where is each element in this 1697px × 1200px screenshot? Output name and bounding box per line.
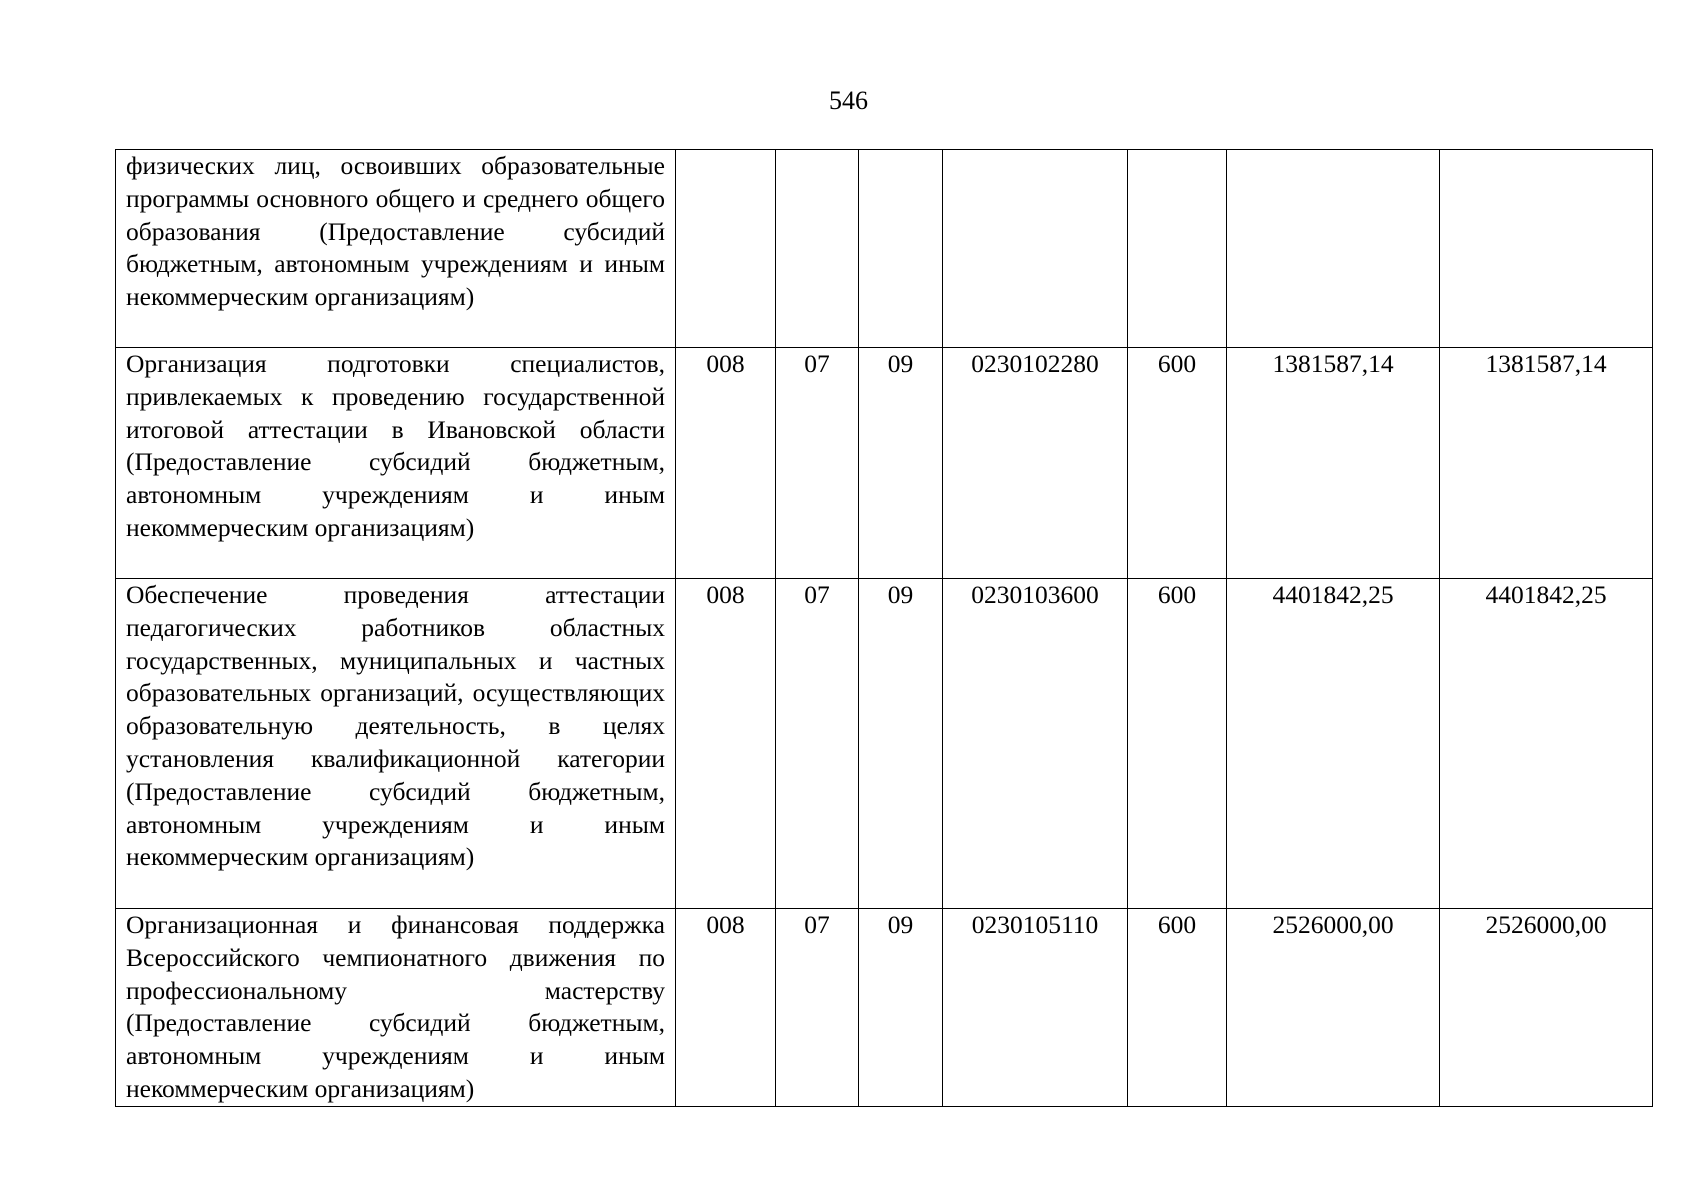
amount-2: 2526000,00 [1440, 909, 1653, 1107]
subsection-code: 09 [859, 579, 943, 909]
target-article-code: 0230103600 [943, 579, 1128, 909]
target-article-code: 0230102280 [943, 348, 1128, 579]
ministry-code: 008 [676, 579, 776, 909]
row-description: физических лиц, освоивших образовательные программы основного общего и среднего общего образования (Предоставление субсидий бюджетным, автономным учреждениям и иным некоммерческим организациям) [116, 150, 676, 348]
row-description: Обеспечение проведения аттестации педагогических работников областных государственных, муниципальных и частных образовательных организаций, осуществляющих образовательную деятельность, в целях установления квалификационной категории (Предоставление субсидий бюджетным, автономным учреждениям и иным некоммерческим организациям) [116, 579, 676, 909]
table-row [116, 579, 1653, 909]
expense-type-code: 600 [1128, 909, 1227, 1107]
budget-table [115, 149, 1653, 1107]
row-description: Организация подготовки специалистов, привлекаемых к проведению государственной итоговой аттестации в Ивановской области (Предоставление субсидий бюджетным, автономным учреждениям и иным некоммерческим организациям) [116, 348, 676, 579]
section-code [776, 150, 859, 348]
section-code: 07 [776, 909, 859, 1107]
ministry-code [676, 150, 776, 348]
amount-2 [1440, 150, 1653, 348]
section-code: 07 [776, 579, 859, 909]
expense-type-code [1128, 150, 1227, 348]
subsection-code: 09 [859, 909, 943, 1107]
amount-1: 1381587,14 [1227, 348, 1440, 579]
subsection-code [859, 150, 943, 348]
amount-1: 2526000,00 [1227, 909, 1440, 1107]
subsection-code: 09 [859, 348, 943, 579]
ministry-code: 008 [676, 909, 776, 1107]
expense-type-code: 600 [1128, 579, 1227, 909]
section-code: 07 [776, 348, 859, 579]
table-row [116, 909, 1653, 1107]
amount-1: 4401842,25 [1227, 579, 1440, 909]
target-article-code: 0230105110 [943, 909, 1128, 1107]
ministry-code: 008 [676, 348, 776, 579]
target-article-code [943, 150, 1128, 348]
row-description: Организационная и финансовая поддержка Всероссийского чемпионатного движения по профессиональному мастерству (Предоставление субсидий бюджетным, автономным учреждениям и иным некоммерческим организациям) [116, 909, 676, 1107]
amount-1 [1227, 150, 1440, 348]
amount-2: 4401842,25 [1440, 579, 1653, 909]
page-number: 546 [829, 86, 868, 115]
expense-type-code: 600 [1128, 348, 1227, 579]
amount-2: 1381587,14 [1440, 348, 1653, 579]
table-row [116, 150, 1653, 348]
table-row [116, 348, 1653, 579]
